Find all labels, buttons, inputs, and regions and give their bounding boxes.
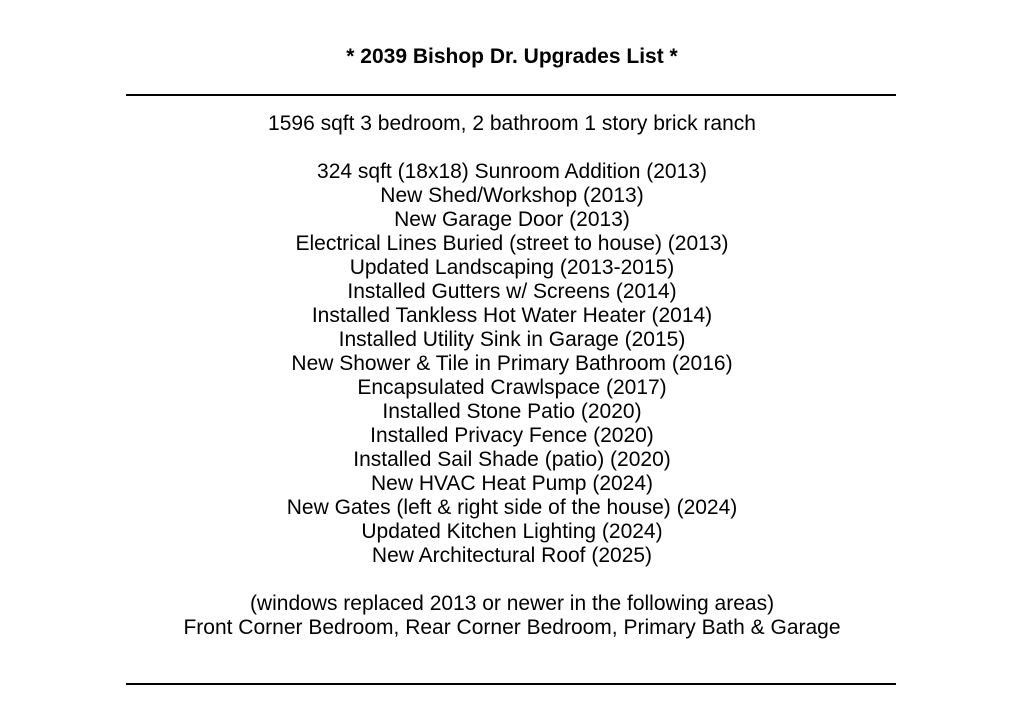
bottom-divider	[126, 683, 896, 685]
list-item: New Shed/Workshop (2013)	[380, 184, 644, 207]
list-item: Updated Kitchen Lighting (2024)	[361, 520, 663, 543]
property-summary: 1596 sqft 3 bedroom, 2 bathroom 1 story brick ranch	[268, 112, 756, 135]
document-body	[0, 112, 1024, 640]
list-item: Electrical Lines Buried (street to house) (2013)	[295, 232, 729, 255]
list-item: Installed Gutters w/ Screens (2014)	[347, 280, 677, 303]
list-item: Installed Privacy Fence (2020)	[370, 424, 654, 447]
windows-note: (windows replaced 2013 or newer in the following areas)	[249, 592, 775, 615]
list-item: New Shower & Tile in Primary Bathroom (2016)	[291, 352, 733, 375]
list-item: 324 sqft (18x18) Sunroom Addition (2013)	[317, 160, 707, 183]
list-item: Installed Tankless Hot Water Heater (2014)	[311, 304, 713, 327]
list-item: Installed Stone Patio (2020)	[382, 400, 642, 423]
document-title: * 2039 Bishop Dr. Upgrades List *	[346, 45, 678, 68]
list-item: Installed Utility Sink in Garage (2015)	[338, 328, 686, 351]
list-item: New HVAC Heat Pump (2024)	[370, 472, 654, 495]
list-item: New Gates (left & right side of the house) (2024)	[286, 496, 738, 519]
list-item: New Architectural Roof (2025)	[371, 544, 653, 567]
upgrades-list	[0, 160, 1024, 568]
windows-areas: Front Corner Bedroom, Rear Corner Bedroom, Primary Bath & Garage	[183, 616, 841, 639]
list-item: Encapsulated Crawlspace (2017)	[357, 376, 667, 399]
list-item: New Garage Door (2013)	[394, 208, 630, 231]
list-item: Installed Sail Shade (patio) (2020)	[353, 448, 671, 471]
top-divider	[126, 94, 896, 96]
list-item: Updated Landscaping (2013-2015)	[349, 256, 675, 279]
